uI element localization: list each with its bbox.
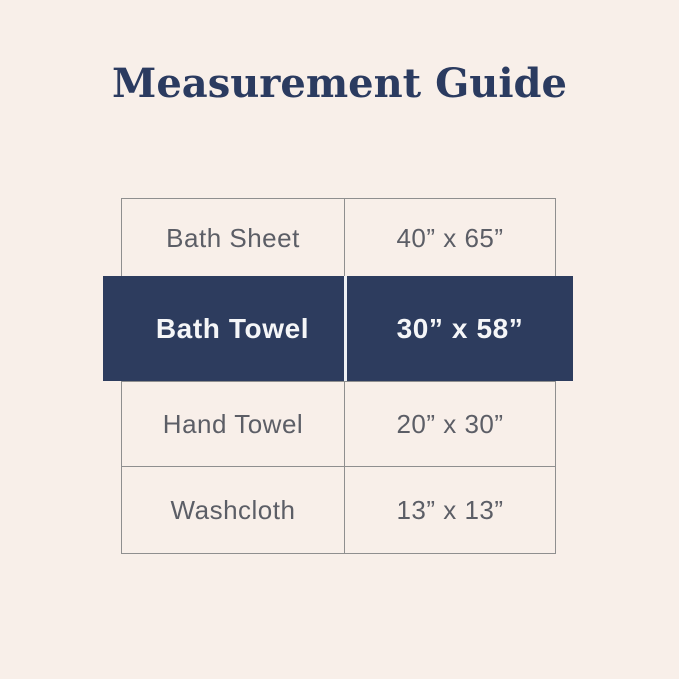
table-row-washcloth xyxy=(122,466,555,553)
size-cell xyxy=(345,467,555,553)
size-cell-highlighted xyxy=(347,276,573,381)
size-value: 30” x 58” xyxy=(396,312,524,344)
table-row-bath-sheet xyxy=(122,199,555,277)
size-value: 20” x 30” xyxy=(396,408,504,439)
item-label: Washcloth xyxy=(170,494,296,525)
measurement-table xyxy=(121,198,556,554)
page-title: Measurement Guide xyxy=(112,60,567,107)
item-cell xyxy=(122,199,345,277)
item-cell xyxy=(122,467,345,553)
highlighted-row-bath-towel xyxy=(103,276,573,381)
item-label: Hand Towel xyxy=(162,408,304,439)
item-cell xyxy=(122,382,345,466)
size-value: 13” x 13” xyxy=(396,494,504,525)
item-label: Bath Sheet xyxy=(166,222,300,253)
size-cell xyxy=(345,199,555,277)
size-cell xyxy=(345,382,555,466)
item-label: Bath Towel xyxy=(155,312,310,344)
size-value: 40” x 65” xyxy=(396,222,504,253)
item-cell-highlighted xyxy=(121,276,344,381)
table-row-hand-towel xyxy=(122,381,555,466)
